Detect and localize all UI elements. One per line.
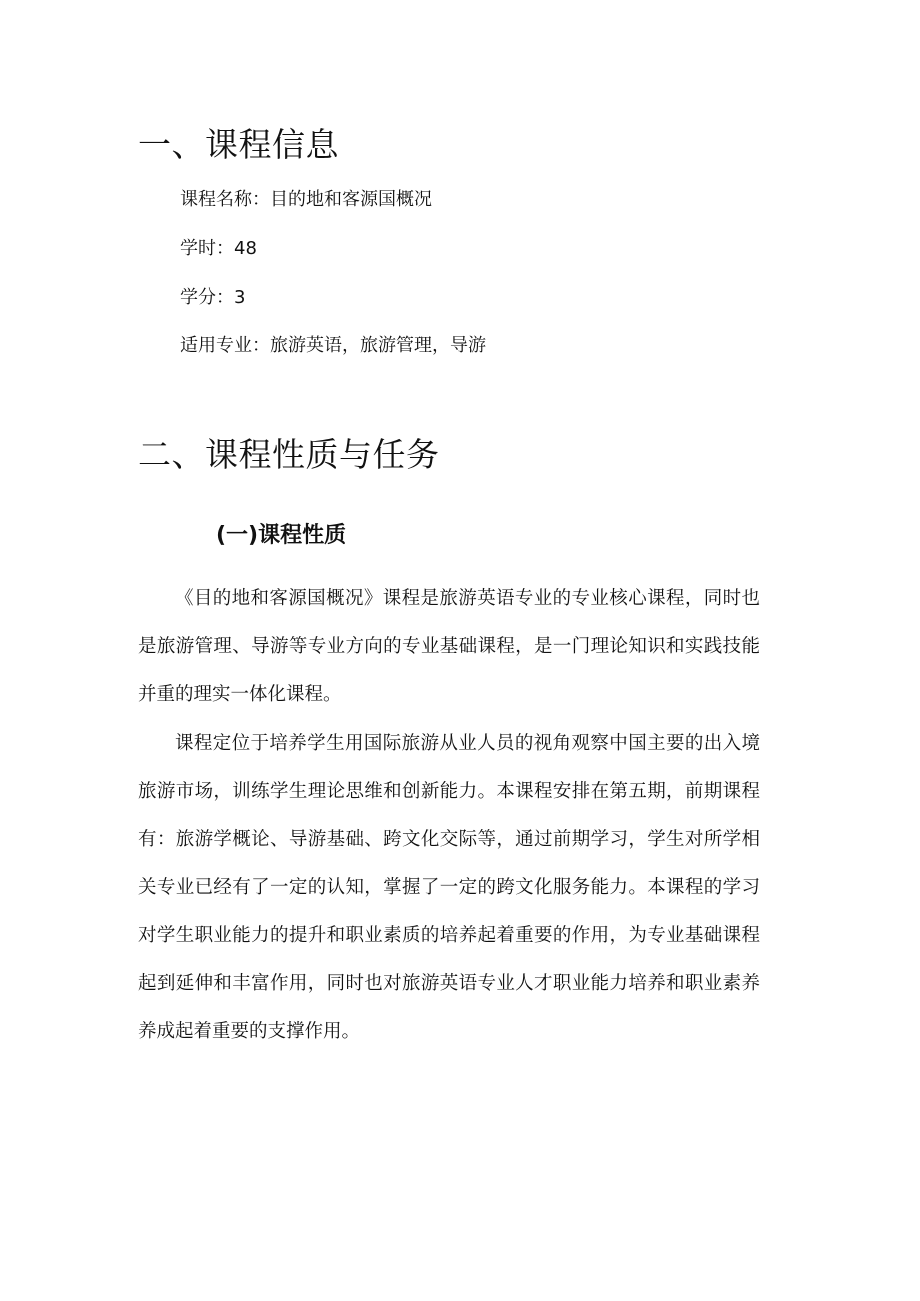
- paragraph-course-nature-1: 《目的地和客源国概况》课程是旅游英语专业的专业核心课程，同时也是旅游管理、导游等专业方向的专业基础课程，是一门理论知识和实践技能并重的理实一体化课程。: [138, 588, 760, 705]
- section-heading-course-info: 一、课程信息: [138, 125, 339, 164]
- course-name-line: 课程名称：目的地和客源国概况: [180, 189, 432, 210]
- credits-line: 学分：3: [180, 287, 246, 308]
- class-hours-line: 学时：48: [180, 238, 257, 259]
- paragraph-course-nature-2: 课程定位于培养学生用国际旅游从业人员的视角观察中国主要的出入境旅游市场，训练学生理论思维和创新能力。本课程安排在第五期，前期课程有：旅游学概论、导游基础、跨文化交际等，通过前期学习，学生对所学相关专业已经有了一定的认知，掌握了一定的跨文化服务能力。本课程的学习对学生职业能力的提升和职业素质的培养起着重要的作用，为专业基础课程起到延伸和丰富作用，同时也对旅游英语专业人才职业能力培养和职业素养养成起着重要的支撑作用。: [138, 733, 760, 1042]
- applicable-majors-line: 适用专业：旅游英语，旅游管理，导游: [180, 335, 486, 356]
- subheading-course-nature: (一)课程性质: [216, 523, 347, 548]
- section-heading-course-nature-tasks: 二、课程性质与任务: [138, 435, 440, 474]
